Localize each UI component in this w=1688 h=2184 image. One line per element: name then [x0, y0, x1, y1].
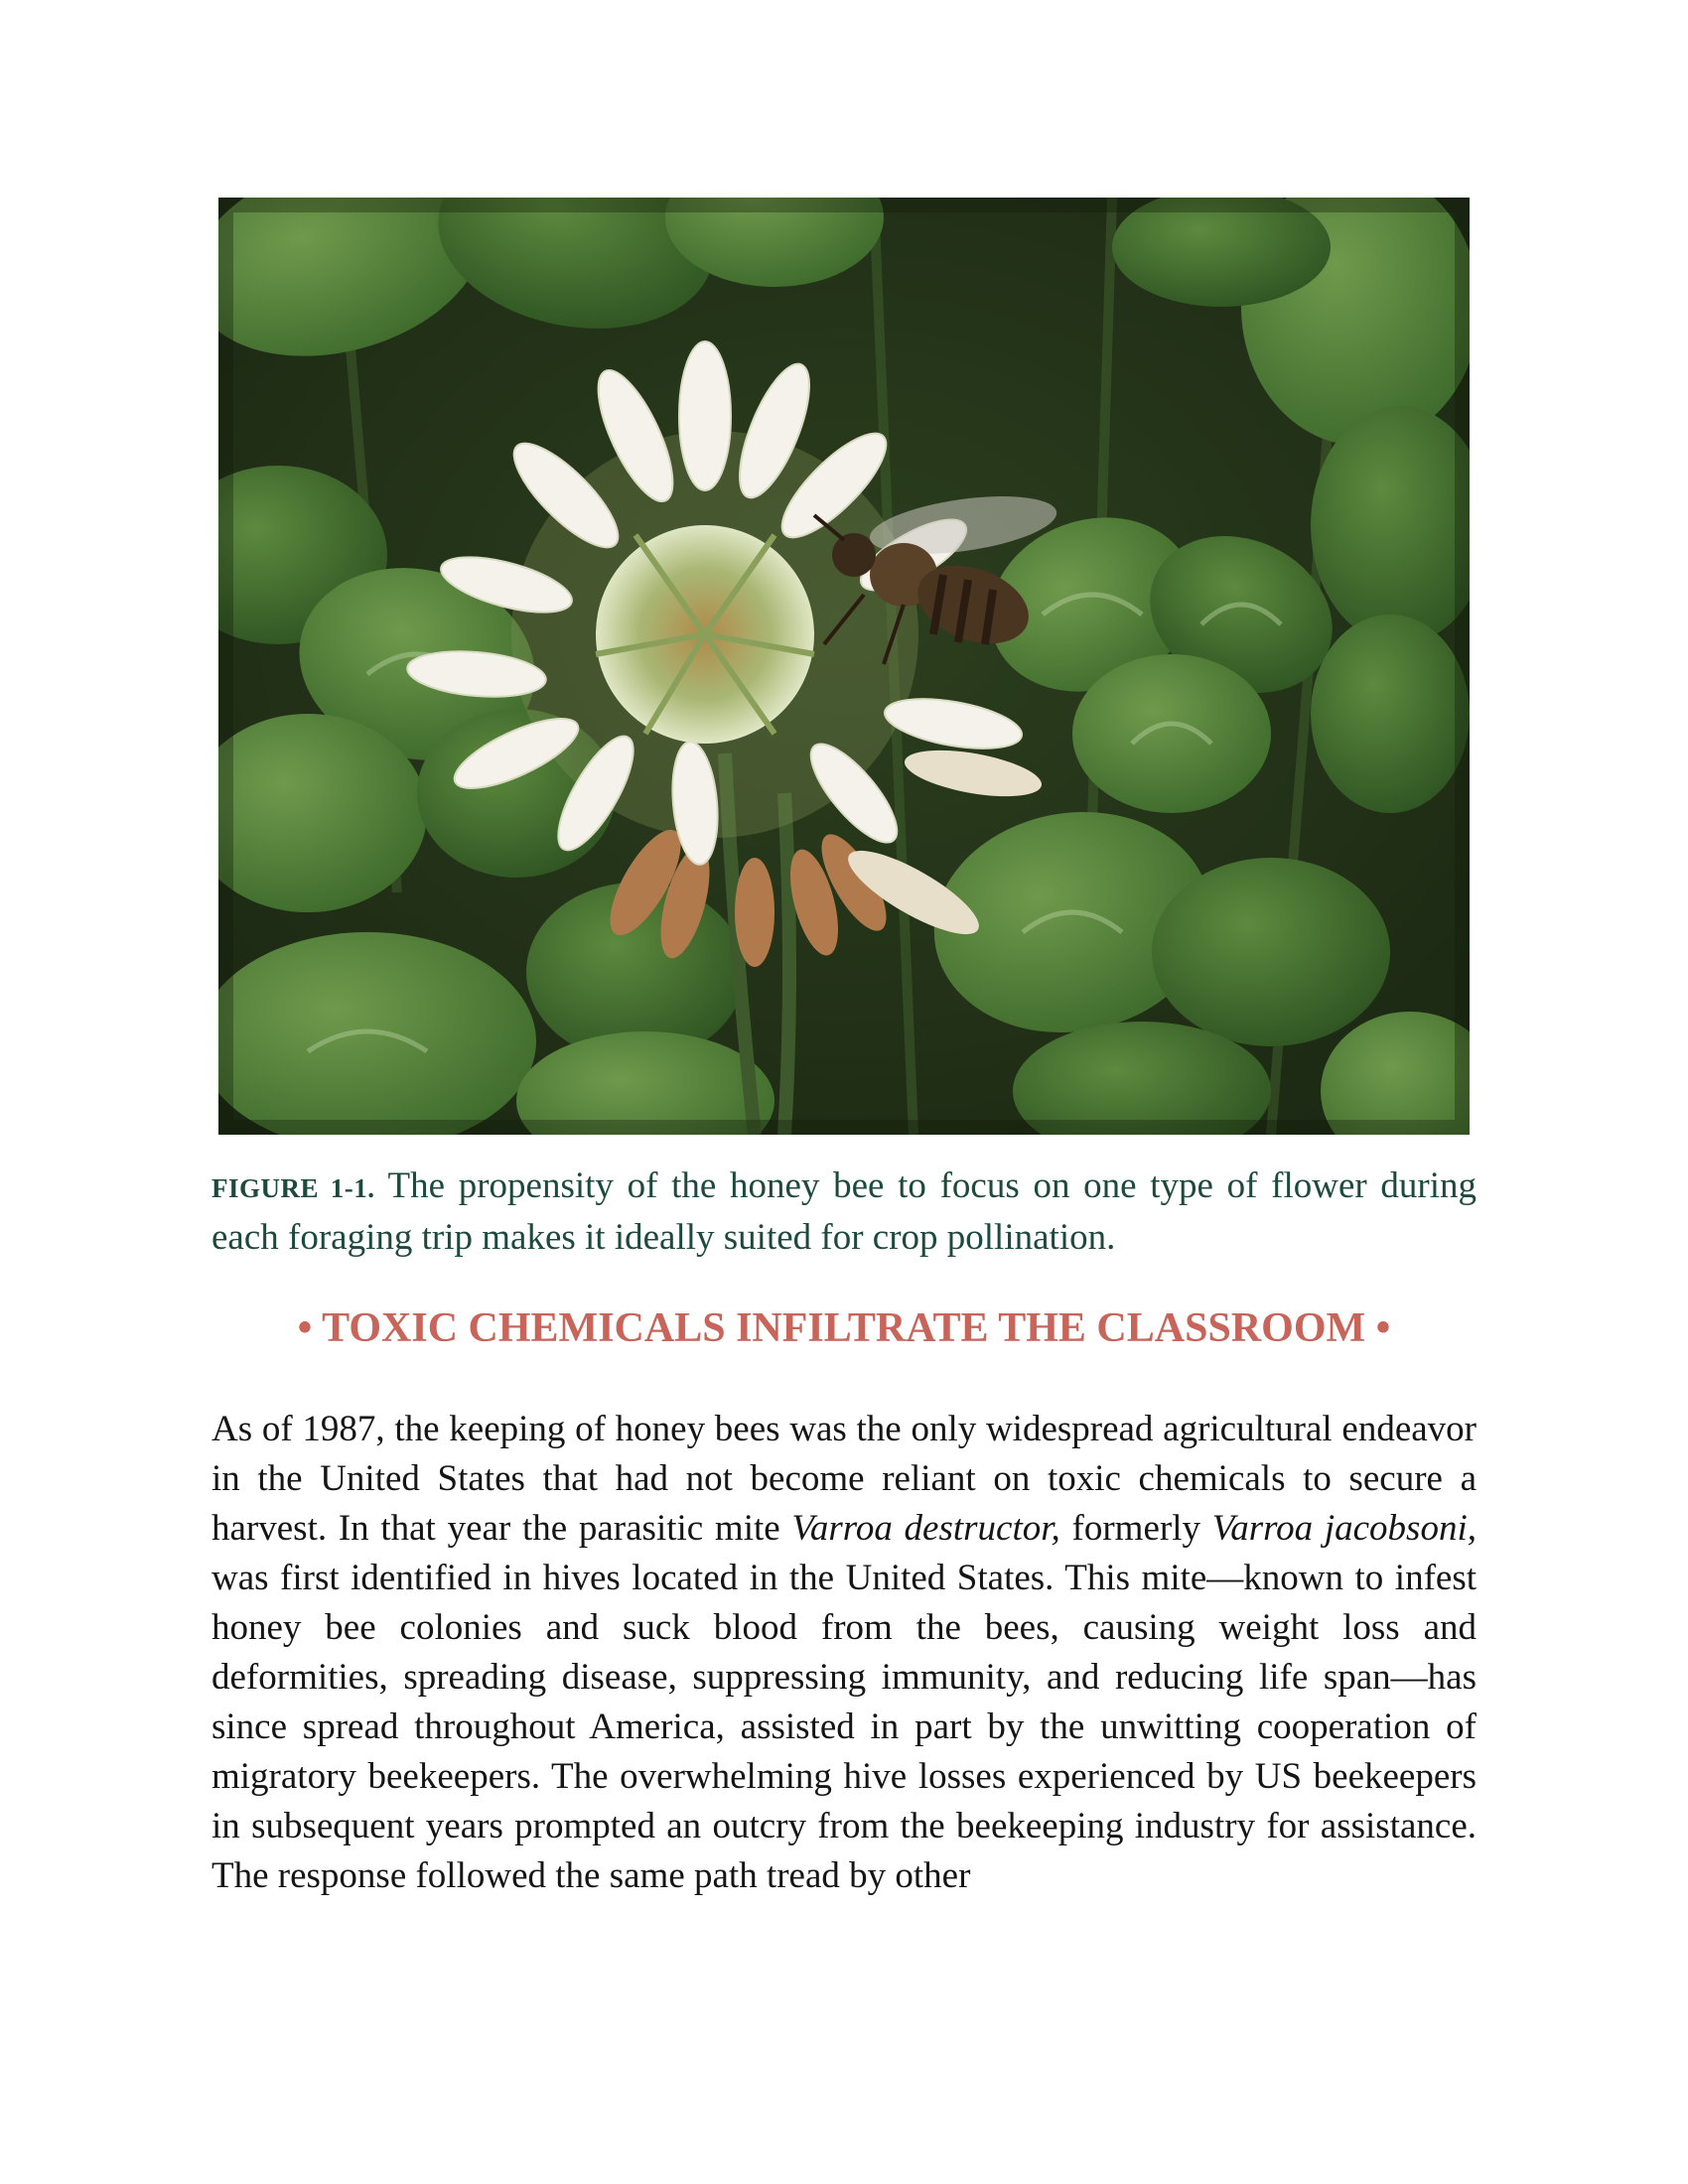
species-name-varroa-jacobsoni: Varroa jacobsoni, [1211, 1508, 1477, 1549]
figure-caption-text: The propensity of the honey bee to focus on one type of flower during each foraging trip makes it ideally suited for crop pollination. [211, 1165, 1477, 1258]
figure-label: FIGURE 1-1. [211, 1173, 375, 1203]
body-text-part-3: was first identified in hives located in the United States. This mite—known to infest honey bee colonies and suck blood from the bees, causing weight loss and deformities, spreading disease, suppressing immunity, and reducing life span—has since spread throughout America, assisted in part by the unwitting cooperation of migratory beekeepers. The overwhelming hive losses experienced by US beekeepers in subsequent years prompted an outcry from the beekeeping industry for assistance. The response followed the same path tread by other [211, 1558, 1477, 1896]
body-text-part-2: formerly [1059, 1508, 1212, 1549]
species-name-varroa-destructor: Varroa destructor, [791, 1508, 1060, 1549]
section-heading [211, 1300, 1477, 1356]
figure-photo [218, 198, 1470, 1135]
heading-bullet-right: • [1375, 1305, 1391, 1351]
heading-title: TOXIC CHEMICALS INFILTRATE THE CLASSROOM [322, 1305, 1366, 1351]
clover-bee-illustration [218, 198, 1470, 1135]
figure-caption [211, 1161, 1477, 1263]
body-paragraph [211, 1405, 1477, 1901]
body-text-part-1: As of 1987, the keeping of honey bees was the only widespread agricultural endeavor in the United States that had not become reliant on toxic chemicals to secure a harvest. In that year the parasitic mite [211, 1409, 1477, 1549]
heading-bullet-left: • [297, 1305, 313, 1351]
